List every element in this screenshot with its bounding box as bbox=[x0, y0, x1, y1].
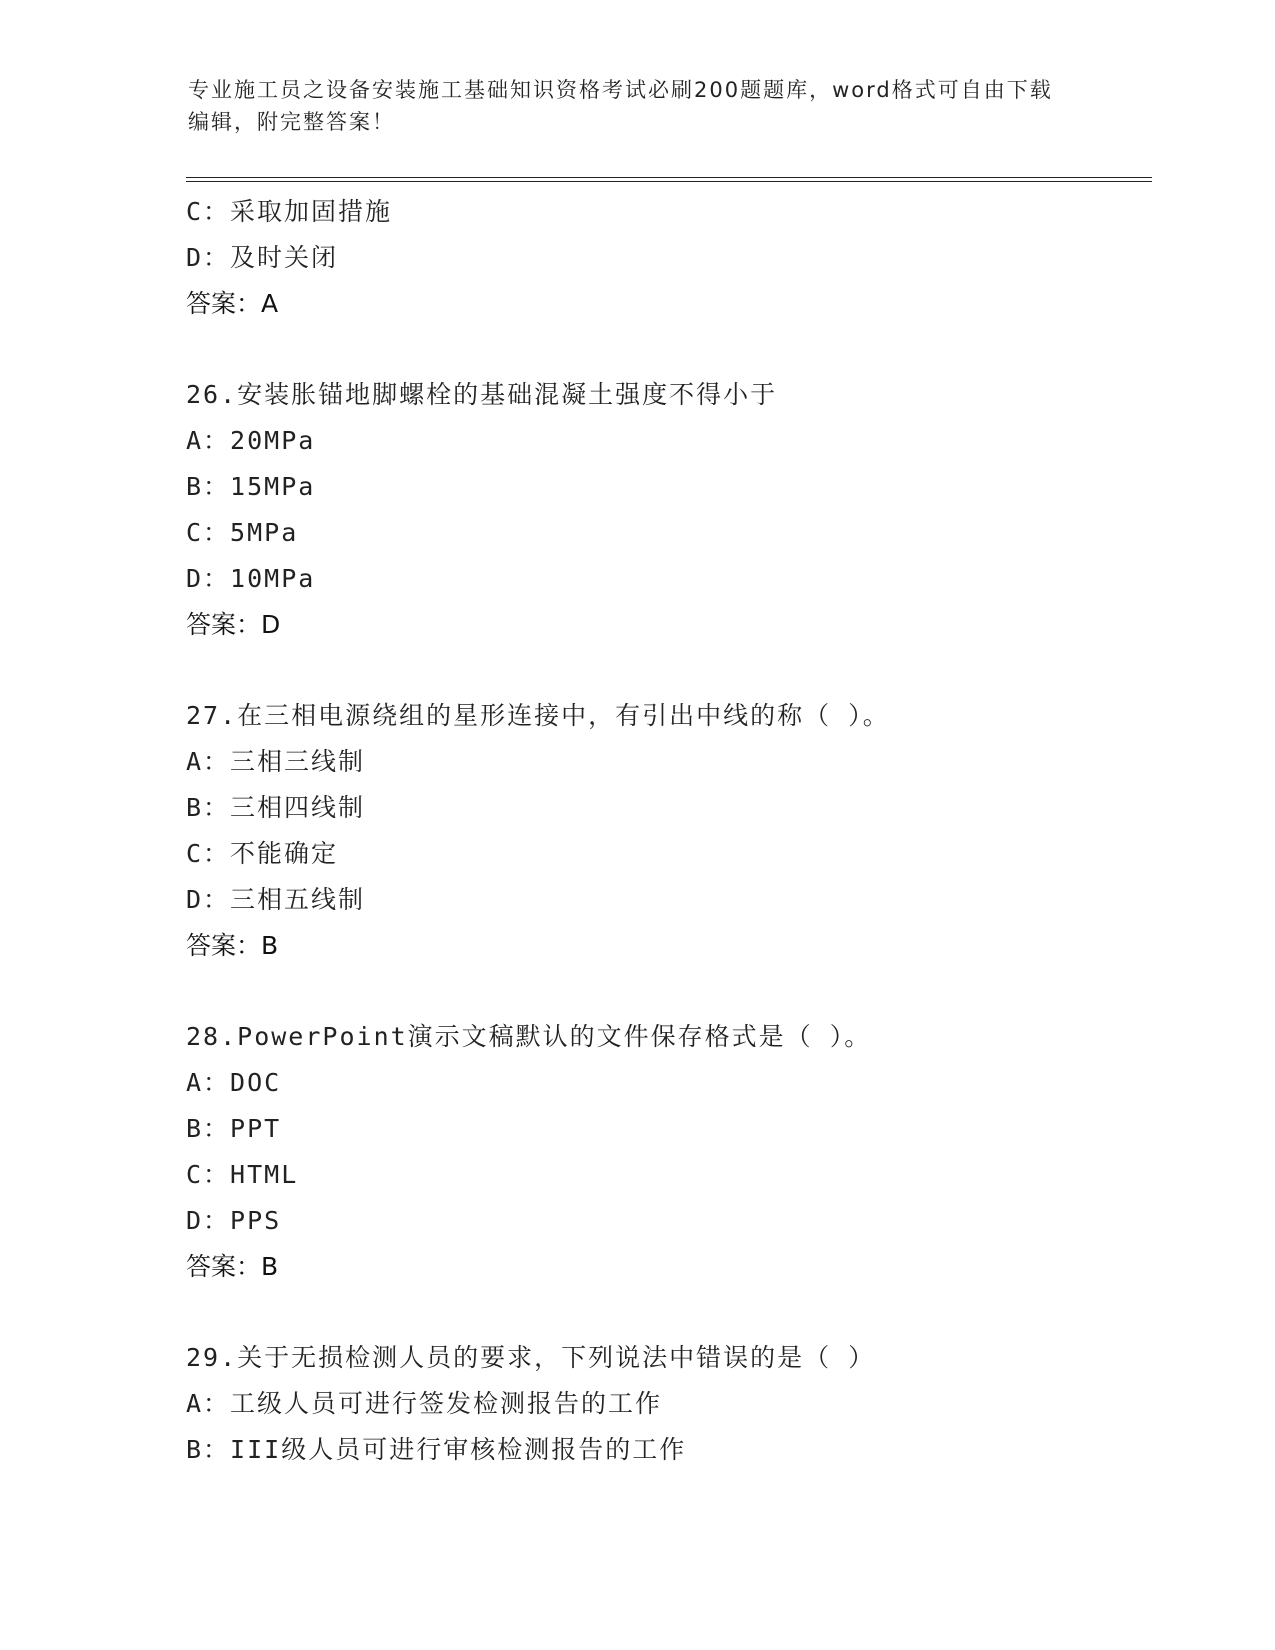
option-b: B：PPT bbox=[186, 1114, 282, 1143]
question-list bbox=[186, 189, 1152, 1473]
question-partial bbox=[186, 189, 1152, 327]
answer-line: 答案：A bbox=[186, 289, 279, 318]
option-c: C：5MPa bbox=[186, 518, 299, 547]
question-28 bbox=[186, 1014, 1152, 1290]
header-divider-bottom bbox=[186, 181, 1152, 182]
option-d: D：10MPa bbox=[186, 564, 316, 593]
option-c: C：HTML bbox=[186, 1160, 299, 1189]
question-29 bbox=[186, 1335, 1152, 1473]
header-divider-top bbox=[186, 177, 1152, 178]
option-d: D：三相五线制 bbox=[186, 885, 366, 914]
spacer bbox=[186, 327, 1152, 372]
option-a: A：20MPa bbox=[186, 426, 316, 455]
answer-line: 答案：D bbox=[186, 610, 281, 639]
spacer bbox=[186, 969, 1152, 1014]
question-stem: 27.在三相电源绕组的星形连接中，有引出中线的称（ ）。 bbox=[186, 701, 890, 730]
spacer bbox=[186, 648, 1152, 693]
question-stem: 26.安装胀锚地脚螺栓的基础混凝土强度不得小于 bbox=[186, 380, 778, 409]
option-a: A：DOC bbox=[186, 1068, 282, 1097]
option-a: A：工级人员可进行签发检测报告的工作 bbox=[186, 1389, 663, 1418]
option-b: B：15MPa bbox=[186, 472, 316, 501]
question-26 bbox=[186, 372, 1152, 648]
document-header: 专业施工员之设备安装施工基础知识资格考试必刷200题题库，word格式可自由下载编辑，附完整答案！ bbox=[188, 78, 1053, 134]
question-stem: 29.关于无损检测人员的要求，下列说法中错误的是（ ） bbox=[186, 1343, 876, 1372]
option-b: B：III级人员可进行审核检测报告的工作 bbox=[186, 1435, 687, 1464]
spacer bbox=[186, 1290, 1152, 1335]
option-d: D：PPS bbox=[186, 1206, 282, 1235]
option-d: D：及时关闭 bbox=[186, 243, 339, 272]
answer-line: 答案：B bbox=[186, 1252, 279, 1281]
question-27 bbox=[186, 693, 1152, 969]
option-b: B：三相四线制 bbox=[186, 793, 366, 822]
option-a: A：三相三线制 bbox=[186, 747, 366, 776]
option-c: C：不能确定 bbox=[186, 839, 339, 868]
option-c: C：采取加固措施 bbox=[186, 197, 393, 226]
question-stem: 28.PowerPoint演示文稿默认的文件保存格式是（ ）。 bbox=[186, 1022, 872, 1051]
answer-line: 答案：B bbox=[186, 931, 279, 960]
